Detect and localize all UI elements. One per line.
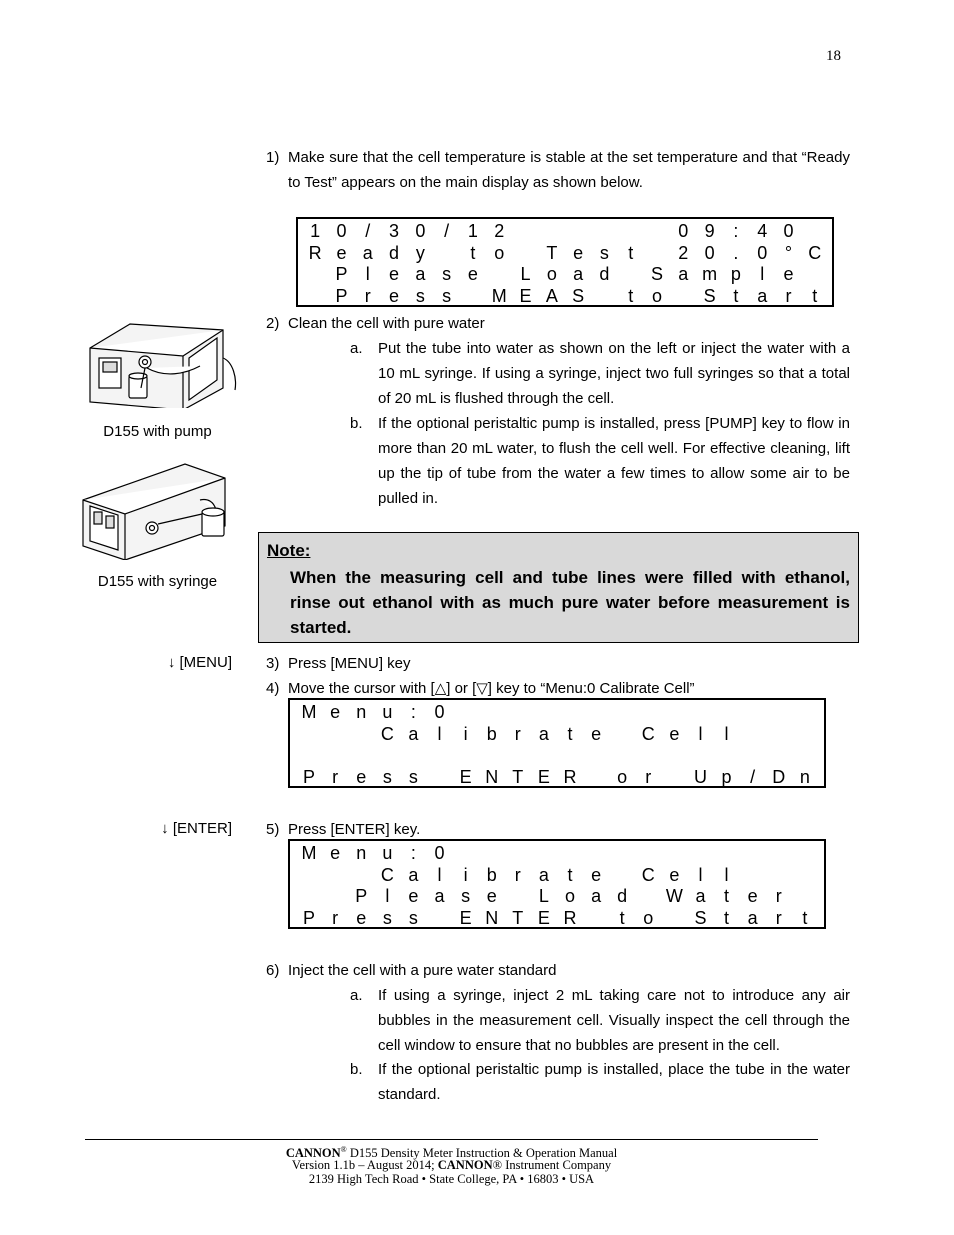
step-2b — [350, 411, 850, 511]
step-text: Press [ENTER] key. — [288, 821, 421, 838]
d155-pump-illustration — [85, 318, 240, 408]
lcd-row: P l e a s e L o a d W a t e r — [355, 886, 782, 906]
lcd-row: M e n u : 0 — [301, 702, 445, 722]
lcd-row: R e a d y t o T e s t 2 0 . 0 ° C — [308, 242, 822, 263]
lcd-row: P r e s s E N T E R t o S t a r t — [303, 907, 808, 928]
step-6 — [266, 958, 850, 983]
sub-step-letter: a. — [350, 340, 363, 357]
caption-d155-syringe: D155 with syringe — [97, 573, 218, 590]
lcd-menu-display — [288, 698, 826, 788]
note-body: When the measuring cell and tube lines were filled with ethanol, rinse out ethanol with as much pure water before measurement is started. — [290, 568, 850, 637]
lcd-row: C a l i b r a t e C e l l — [380, 864, 729, 885]
sub-step-text: Put the tube into water as shown on the left or inject the water with a 10 mL syringe. If using a syringe, inject two full syringes so that a total of 20 mL is flushed through the cell. — [378, 340, 850, 407]
sub-step-text: If the optional peristaltic pump is installed, place the tube in the water standard. — [378, 1061, 850, 1103]
lcd-row: P r e s s M E A S t o S t a r t — [335, 285, 818, 306]
step-number: 4) — [266, 680, 280, 697]
step-6b — [350, 1057, 850, 1107]
brand-name: CANNON® — [285, 1145, 347, 1161]
sub-step-letter: b. — [350, 415, 363, 432]
step-2a — [350, 336, 850, 411]
note-title: Note: — [267, 541, 311, 560]
step-number: 5) — [266, 821, 280, 838]
step-text: Inject the cell with a pure water standard — [288, 962, 557, 979]
step-1 — [266, 145, 850, 195]
lcd-row: 1 0 / 3 0 / 1 2 0 9 : 4 0 — [310, 221, 794, 241]
lcd-row: M e n u : 0 — [301, 843, 445, 863]
d155-syringe-illustration — [80, 460, 238, 560]
step-3 — [266, 651, 850, 676]
lcd-main-display — [296, 217, 834, 307]
page-number: 18 — [826, 48, 841, 64]
key-label-enter: ↓ [ENTER] — [161, 820, 232, 837]
lcd-row: C a l i b r a t e C e l l — [380, 723, 729, 744]
step-number: 6) — [266, 962, 280, 979]
step-text: Make sure that the cell temperature is stable at the set temperature and that “Ready to Test” appears on the main display as shown below. — [288, 149, 850, 191]
footer-divider — [85, 1139, 818, 1140]
step-number: 2) — [266, 315, 280, 332]
step-6a — [350, 983, 850, 1058]
footer-line-2: Version 1.1b – August 2014; CANNON® Instrument Company — [291, 1158, 612, 1172]
step-number: 3) — [266, 655, 280, 672]
sub-step-letter: a. — [350, 987, 363, 1004]
step-number: 1) — [266, 149, 280, 166]
step-text: Clean the cell with pure water — [288, 315, 485, 332]
lcd-row: P l e a s e L o a d S a m p l e — [335, 264, 794, 284]
footer-line-1: CANNON® D155 Density Meter Instruction & Operation Manual — [285, 1145, 618, 1161]
sub-step-letter: b. — [350, 1061, 363, 1078]
footer-line-3: 2139 High Tech Road • State College, PA • 16803 • USA — [308, 1172, 595, 1186]
note-box — [258, 532, 859, 643]
lcd-enter-display — [288, 839, 826, 929]
sub-step-text: If using a syringe, inject 2 mL taking care not to introduce any air bubbles in the measurement cell. Visually inspect the cell through the cell window to ensure that no bubbles are present in the cell. — [378, 987, 850, 1054]
brand-name: CANNON — [437, 1158, 493, 1172]
lcd-row: P r e s s E N T E R o r U p / D n — [303, 766, 810, 787]
step-text: Press [MENU] key — [288, 655, 411, 672]
lcd-row — [296, 745, 818, 767]
step-text: Move the cursor with [△] or [▽] key to “Menu:0 Calibrate Cell” — [288, 680, 695, 697]
key-label-menu: ↓ [MENU] — [167, 654, 232, 671]
step-2 — [266, 311, 850, 336]
caption-d155-pump: D155 with pump — [103, 423, 212, 440]
sub-step-text: If the optional peristaltic pump is installed, press [PUMP] key to flow in more than 20 mL water, to flush the cell well. For effective cleaning, lift up the tip of tube from the water a few times to allow some air to be pulled in. — [378, 415, 850, 507]
